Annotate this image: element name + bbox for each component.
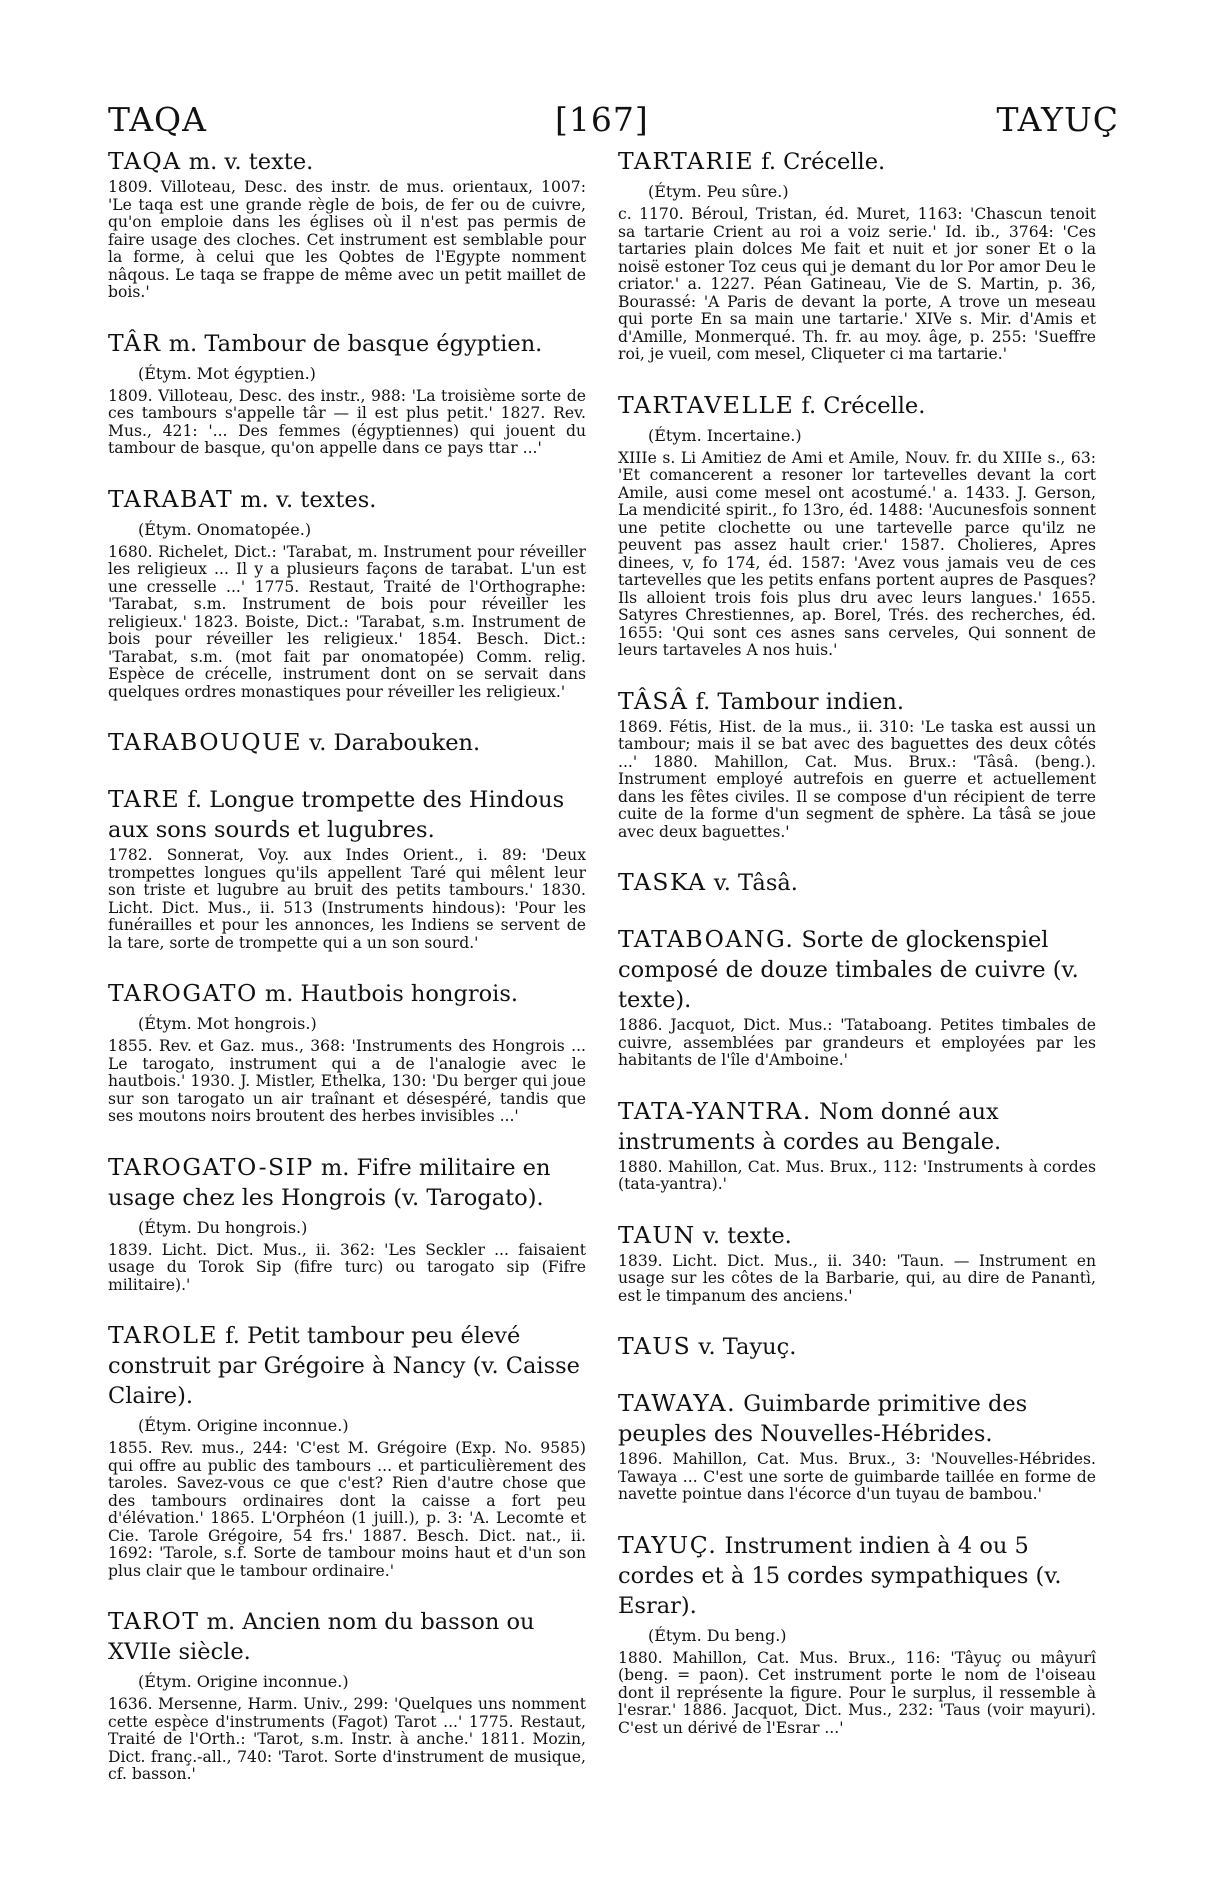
headword-line: [618, 146, 1096, 177]
definition: m. Fifre militaire en usage chez les Hongrois (v. Tarogato).: [108, 1154, 551, 1211]
headword: TAYUÇ.: [618, 1530, 718, 1559]
headword: TARTARIE: [618, 147, 755, 175]
headword-line: [108, 727, 586, 758]
definition: v. Tayuç.: [691, 1334, 797, 1360]
right-column: [618, 146, 1096, 1763]
entry-tarabat: [108, 484, 586, 702]
running-head-right: TAYUÇ: [996, 100, 1119, 139]
citations: 1680. Richelet, Dict.: 'Tarabat, m. Instrument pour réveiller les religieux ... Il y a plusieurs façons de tarabat. L'un est une cresselle ...' 1775. Restaut, Traité de l'Orthographe: 'Tarabat, s.m. Instrument de bois pour réveiller les religieux.' 1823. Boiste, Dict.: 'Tarabat, s.m. Instrument de bois pour réveiller les religieux.' 1854. Besch. Dict.: 'Tarabat, s.m. (mot fait par onomatopée) Comm. relig. Espèce de crécelle, instrument dont on se servait dans quelques ordres monastiques pour réveiller les religieux.': [108, 542, 586, 701]
headword: TAWAYA.: [618, 1389, 737, 1417]
entry-tarogato-sip: [108, 1152, 586, 1295]
headword-line: [108, 146, 586, 177]
page-number: [167]: [555, 100, 649, 139]
citations: 1855. Rev. et Gaz. mus., 368: 'Instruments des Hongrois ... Le tarogato, instrument qui a de l'analogie avec le hautbois.' 1930. J. Mistler, Ethelka, 130: 'Du berger qui joue sur son tarogato un air traînant et désespéré, tandis que ses moutons noirs broutent des herbes invisibles ...': [108, 1037, 586, 1125]
headword: TARABAT: [108, 484, 234, 513]
headword-line: [108, 1320, 586, 1411]
definition: v. Tâsâ.: [706, 870, 798, 896]
etymology: (Étym. Onomatopée.): [138, 519, 312, 539]
headword: TAROT: [108, 1607, 200, 1635]
etymology: (Étym. Du beng.): [648, 1625, 787, 1645]
headword-line: [618, 1331, 1096, 1362]
headword-line: [108, 978, 586, 1009]
entry-tar: [108, 328, 586, 458]
definition: Nom donné aux instruments à cordes au Bengale.: [618, 1098, 1002, 1155]
headword: TARABOUQUE: [108, 728, 303, 756]
citations: XIIIe s. Li Amitiez de Ami et Amile, Nouv. fr. du XIIIe s., 63: 'Et comancerent a resoner lor tartevelles devant la cort Amile, ausi come mesel ont acostumé.' a. 1433. J. Gerson, La mendicité spirit., fo 13ro, éd. 1488: 'Aucunesfois sonnent une petite clochette ou une tartevelle parce qu'ilz ne peuvent pas assez hault crier.' 1587. Cholieres, Apres dinees, v, fo 174, éd. 1587: 'Avez vous jamais veu de ces tartevelles que les petits enfans portent aupres de Pasques? Ils alloient trois fois plus dru avec leurs langues.' 1655. Satyres Chrestiennes, ap. Borel, Trés. des recherches, éd. 1655: 'Qui sont ces asnes sans cerveles, Qui sonnent de leurs tartaveles A nos huis.': [618, 448, 1096, 659]
headword-line: [618, 390, 1096, 421]
etymology: (Étym. Origine inconnue.): [138, 1416, 349, 1435]
headword-line: [618, 867, 1096, 898]
definition: m. v. texte.: [181, 149, 314, 175]
definition: m. Hautbois hongrois.: [257, 981, 519, 1007]
headword-line: [108, 784, 586, 845]
headword: TAQA: [108, 147, 182, 175]
etymology: (Étym. Du hongrois.): [138, 1217, 308, 1237]
definition: f. Tambour indien.: [688, 688, 905, 715]
headword-line: [618, 1096, 1096, 1157]
definition: Instrument indien à 4 ou 5 cordes et à 15 cordes sympathiques (v. Esrar).: [618, 1532, 1062, 1619]
entry-taqa: [108, 146, 586, 302]
headword-line: [618, 686, 1096, 717]
headword-line: [618, 1220, 1096, 1251]
definition: f. Crécelle.: [794, 392, 926, 419]
entry-tawaya: [618, 1388, 1096, 1504]
entry-tarogato: [108, 978, 586, 1126]
headword: TAROLE: [108, 1321, 219, 1349]
citations: 1636. Mersenne, Harm. Univ., 299: 'Quelques uns nomment cette espèce d'instruments (Fagot) Tarot ...' 1775. Restaut, Traité de l'Orth.: 'Tarot, s.m. Instr. à anche.' 1811. Mozin, Dict. franç.-all., 740: 'Tarot. Sorte d'instrument de musique, cf. basson.': [108, 1695, 586, 1783]
definition: v. texte.: [695, 1222, 792, 1249]
citations: 1896. Mahillon, Cat. Mus. Brux., 3: 'Nouvelles-Hébrides. Tawaya ... C'est une sorte de guimbarde taillée en forme de navette pointue dans l'écorce d'un tuyau de bambou.': [618, 1450, 1096, 1503]
headword: TATABOANG.: [618, 925, 795, 953]
entry-tasa: [618, 686, 1096, 842]
definition: f. Longue trompette des Hindous aux sons sourds et lugubres.: [108, 787, 565, 843]
entry-tayuc: [618, 1530, 1096, 1738]
headword-line: [618, 1530, 1096, 1621]
entry-tataboang: [618, 924, 1096, 1070]
headword-line: [108, 484, 586, 515]
headword-line: [108, 1606, 586, 1667]
headword: TAROGATO-SIP: [108, 1152, 314, 1181]
headword: TAUS: [618, 1332, 692, 1360]
left-column: [108, 146, 586, 1810]
definition: v. Darabouken.: [302, 730, 481, 756]
headword: TARTAVELLE: [618, 390, 795, 419]
citations: 1839. Licht. Dict. Mus., ii. 340: 'Taun. — Instrument en usage sur les côtes de la Barbarie, qui, au dire de Panantì, est le timpanum des anciens.': [618, 1251, 1096, 1305]
definition: Guimbarde primitive des peuples des Nouvelles-Hébrides.: [618, 1391, 1028, 1447]
entry-tata-yantra: [618, 1096, 1096, 1194]
citations: 1809. Villoteau, Desc. des instr., 988: 'La troisième sorte de ces tambours s'appelle târ — il est plus petit.' 1827. Rev. Mus., 421: '... Des femmes (égyptiennes) qui jouent du tambour de basque, qu'on appelle dans ce pays ttar ...': [108, 386, 586, 457]
etymology: (Étym. Peu sûre.): [648, 182, 789, 201]
definition: f. Crécelle.: [754, 149, 886, 175]
citations: 1809. Villoteau, Desc. des instr. de mus. orientaux, 1007: 'Le taqa est une grande règle de bois, de fer ou de cuivre, qu'on emploie dans les églises où il n'est pas permis de faire usage des cloches. Cet instrument est semblable pour la forme, à celui que les Qobtes de l'Egypte nomment nâqous. Le taqa se frappe de même avec un petit maillet de bois.': [108, 178, 586, 301]
entry-tartarie: [618, 146, 1096, 364]
headword-line: [108, 328, 586, 359]
etymology: (Étym. Origine inconnue.): [138, 1672, 349, 1691]
citations: c. 1170. Béroul, Tristan, éd. Muret, 1163: 'Chascun tenoit sa tartarie Crient au roi a voiz serie.' Id. ib., 3764: 'Ces tartaries plain dolces Me fait et nuit et jor soner Et o la noisë estoner Toz ceus qui je demant du lor Por amor Deu le criator.' a. 1227. Péan Gatineau, Vie de S. Martin, p. 36, Bourassé: 'A Paris de devant la porte, A trove un meseau qui porte En sa main une tartarie.' XIVe s. Mir. d'Amis et d'Amille, Monmerqué. Th. fr. au moy. âge, p. 255: 'Sueffre roi, je vueil, com mesel, Cliqueter ci ma tartarie.': [618, 205, 1096, 363]
definition: f. Petit tambour peu élevé construit par Grégoire à Nancy (v. Caisse Claire).: [108, 1323, 580, 1409]
etymology: (Étym. Incertaine.): [648, 425, 802, 445]
headword: TARE: [108, 785, 181, 813]
citations: 1886. Jacquot, Dict. Mus.: 'Tataboang. Petites timbales de cuivre, assemblées par grandeurs et employées par les habitants de l'île d'Amboine.': [618, 1016, 1096, 1069]
citations: 1869. Fétis, Hist. de la mus., ii. 310: 'Le taska est aussi un tambour; mais il se bat avec des baguettes des deux côtés ...' 1880. Mahillon, Cat. Mus. Brux.: 'Tâsâ. (beng.). Instrument employé autrefois en guerre et actuellement dans les fêtes civiles. Il se compose d'un récipient de terre cuite de la forme d'un segment de sphère. La tâsâ se joue avec deux baguettes.': [618, 717, 1096, 841]
entry-taska: [618, 867, 1096, 898]
headword-line: [108, 1152, 586, 1213]
headword: TAROGATO: [108, 979, 258, 1007]
entry-tartavelle: [618, 390, 1096, 660]
definition: m. Ancien nom du basson ou XVIIe siècle.: [108, 1609, 535, 1665]
etymology: (Étym. Mot égyptien.): [138, 363, 316, 383]
definition: m. Tambour de basque égyptien.: [161, 330, 543, 357]
citations: 1782. Sonnerat, Voy. aux Indes Orient., i. 89: 'Deux trompettes longues qu'ils appellent Taré qui mêlent leur son triste et lugubre au bruit des petits tambours.' 1830. Licht. Dict. Mus., ii. 513 (Instruments hindous): 'Pour les funérailles et pour les annonces, les Indiens se servent de la tare, sorte de trompette qui a un son sourd.': [108, 846, 586, 952]
citations: 1880. Mahillon, Cat. Mus. Brux., 116: 'Tâyuç ou mâyurî (beng. = paon). Cet instrument porte le nom de l'oiseau dont il représente la figure. Pour le surplus, il ressemble à l'esrar.' 1886. Jacquot, Dict. Mus., 232: 'Taus (voir mayuri). C'est un dérivé de l'Esrar ...': [618, 1648, 1096, 1737]
citations: 1855. Rev. mus., 244: 'C'est M. Grégoire (Exp. No. 9585) qui offre au public des tambours ... et particulièrement des taroles. Savez-vous ce que c'est? Rien d'autre chose que des tambours ordinaires dont la caisse a fort peu d'élévation.' 1865. L'Orphéon (1 juill.), p. 3: 'A. Lecomte et Cie. Tarole Grégoire, 54 frs.' 1887. Besch. Dict. nat., ii. 1692: 'Tarole, s.f. Sorte de tambour moins haut et d'un son plus clair que le tambour ordinaire.': [108, 1439, 586, 1580]
headword: TASKA: [618, 868, 707, 896]
entry-tarole: [108, 1320, 586, 1580]
headword: TÂSÂ: [618, 686, 689, 715]
entry-taus: [618, 1331, 1096, 1362]
entry-tarabouque: [108, 727, 586, 758]
definition: Sorte de glockenspiel composé de douze timbales de cuivre (v. texte).: [618, 927, 1079, 1013]
citations: 1880. Mahillon, Cat. Mus. Brux., 112: 'Instruments à cordes (tata-yantra).': [618, 1157, 1096, 1193]
headword: TAUN: [618, 1220, 696, 1249]
headword: TATA-YANTRA.: [618, 1096, 812, 1125]
headword-line: [618, 924, 1096, 1015]
headword-line: [618, 1388, 1096, 1449]
headword: TÂR: [108, 328, 162, 357]
etymology: (Étym. Mot hongrois.): [138, 1014, 317, 1033]
entry-tare: [108, 784, 586, 952]
entry-taun: [618, 1220, 1096, 1306]
definition: m. v. textes.: [233, 486, 377, 513]
running-head-left: TAQA: [108, 100, 207, 139]
citations: 1839. Licht. Dict. Mus., ii. 362: 'Les Seckler ... faisaient usage du Torok Sip (fifre turc) ou tarogato sip (Fifre militaire).': [108, 1240, 586, 1294]
entry-tarot: [108, 1606, 586, 1784]
